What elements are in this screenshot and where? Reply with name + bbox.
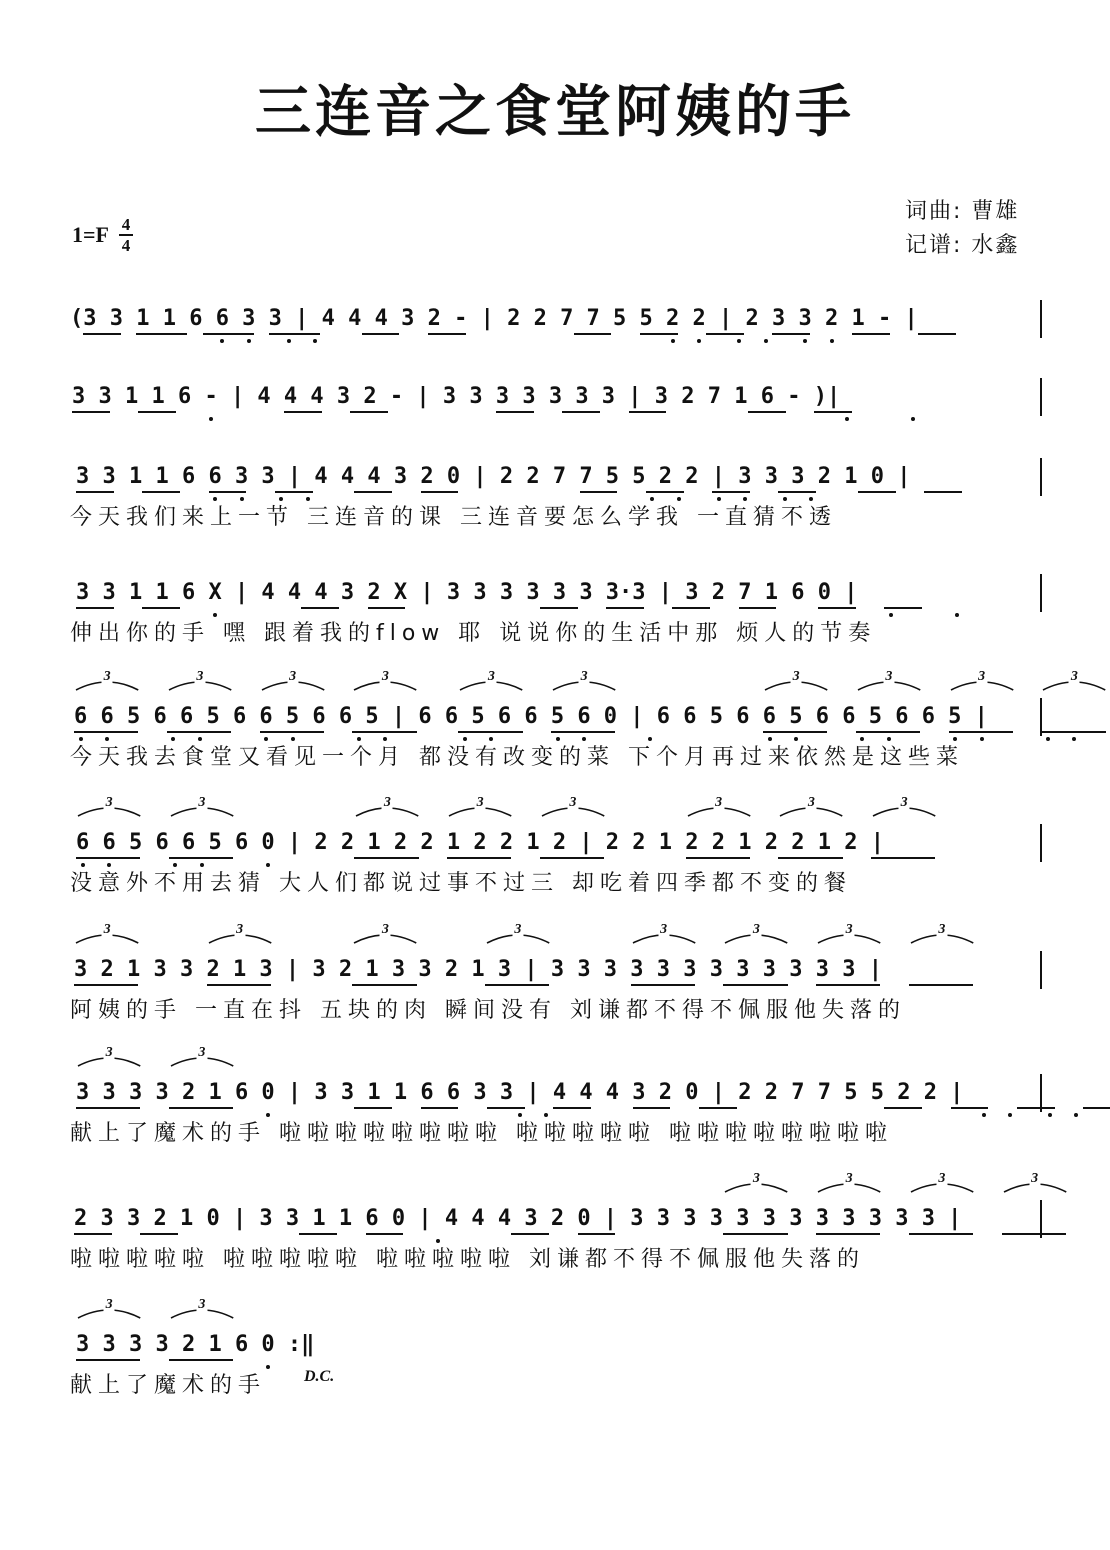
octave-dot xyxy=(830,339,834,343)
row-end-barline xyxy=(1040,951,1042,989)
triplet-bracket xyxy=(686,795,752,818)
notation-line: 3 3 1 1 6 - | 4 4 4 3 2 - | 3 3 3 3 3 3 3 | 3 2 7 1 6 - )| xyxy=(72,384,841,409)
octave-dot xyxy=(173,863,177,867)
note-underline xyxy=(74,731,138,733)
triplet-bracket xyxy=(207,922,273,945)
row-end-barline xyxy=(1040,300,1042,338)
note-underline xyxy=(951,1107,989,1109)
triplet-bracket xyxy=(723,1171,789,1194)
note-underline xyxy=(909,984,973,986)
octave-dot xyxy=(743,497,747,501)
triplet-number: 3 xyxy=(580,669,588,684)
notation-line: 3 3 1 1 6 6 3 3 | 4 4 4 3 2 0 | 2 2 7 7 5 5 2 2 | 3 3 3 2 1 0 | xyxy=(76,464,911,489)
notation-line: 6 6 5 6 6 5 6 6 5 6 6 5 | 6 6 5 6 6 5 6 0 | 6 6 5 6 6 5 6 6 5 6 6 5 | xyxy=(74,704,988,729)
triplet-bracket xyxy=(551,669,617,692)
note-underline xyxy=(918,333,956,335)
octave-dot xyxy=(198,737,202,741)
triplet-bracket xyxy=(763,669,829,692)
octave-dot xyxy=(209,417,213,421)
octave-dot xyxy=(213,497,217,501)
octave-dot xyxy=(436,1239,440,1243)
triplet-number: 3 xyxy=(196,669,204,684)
note-underline xyxy=(169,1359,233,1361)
triplet-bracket xyxy=(540,795,606,818)
note-underline xyxy=(74,1233,112,1235)
note-underline xyxy=(1041,731,1105,733)
note-underline xyxy=(646,491,684,493)
note-underline xyxy=(816,984,880,986)
time-signature xyxy=(119,216,133,254)
note-underline xyxy=(1083,1107,1110,1109)
note-underline xyxy=(352,984,416,986)
triplet-number: 3 xyxy=(715,795,723,810)
triplet-bracket xyxy=(76,1297,142,1320)
note-underline xyxy=(574,333,612,335)
note-underline xyxy=(540,857,604,859)
note-underline xyxy=(140,1233,178,1235)
triplet-bracket xyxy=(778,795,844,818)
octave-dot xyxy=(860,737,864,741)
octave-dot xyxy=(544,1113,548,1117)
note-underline xyxy=(136,333,187,335)
note-underline xyxy=(818,607,856,609)
triplet-number: 3 xyxy=(236,922,244,937)
lyric-line: 献上了魔术的手 啦啦啦啦啦啦啦啦 啦啦啦啦啦 啦啦啦啦啦啦啦啦 xyxy=(70,1121,893,1146)
octave-dot xyxy=(764,339,768,343)
triplet-bracket xyxy=(352,922,418,945)
score-row xyxy=(0,1045,1110,1178)
note-underline xyxy=(142,607,180,609)
triplet-bracket xyxy=(447,795,513,818)
octave-dot xyxy=(383,737,387,741)
triplet-number: 3 xyxy=(514,922,522,937)
octave-dot xyxy=(240,497,244,501)
triplet-number: 3 xyxy=(660,922,668,937)
note-underline xyxy=(553,1107,591,1109)
note-underline xyxy=(496,411,534,413)
triplet-number: 3 xyxy=(381,922,389,937)
note-underline xyxy=(699,1107,737,1109)
triplet-number: 3 xyxy=(487,669,495,684)
triplet-bracket xyxy=(816,1171,882,1194)
octave-dot xyxy=(279,497,283,501)
triplet-bracket xyxy=(169,1045,235,1068)
octave-dot xyxy=(220,339,224,343)
note-underline xyxy=(207,984,271,986)
dc-mark: D.C. xyxy=(304,1368,335,1385)
notation-line: 3 3 3 3 2 1 6 0 :‖ xyxy=(76,1332,315,1357)
note-underline xyxy=(428,333,466,335)
lyric-line: 今天我们来上一节 三连音的课 三连音要怎么学我 一直猜不透 xyxy=(70,505,837,530)
triplet-number: 3 xyxy=(885,669,893,684)
note-underline xyxy=(203,333,254,335)
note-underline xyxy=(142,491,180,493)
triplet-number: 3 xyxy=(381,669,389,684)
note-underline xyxy=(884,607,922,609)
octave-dot xyxy=(737,339,741,343)
triplet-bracket xyxy=(1002,1171,1068,1194)
row-end-barline xyxy=(1040,1200,1042,1238)
lyric-line: 献上了魔术的手 xyxy=(70,1373,267,1398)
note-underline xyxy=(354,1107,392,1109)
note-underline xyxy=(83,333,121,335)
note-underline xyxy=(739,607,777,609)
score-row xyxy=(0,578,1110,678)
note-underline xyxy=(814,411,852,413)
triplet-number: 3 xyxy=(476,795,484,810)
note-underline xyxy=(354,491,392,493)
note-underline xyxy=(366,1233,404,1235)
note-underline xyxy=(909,1233,973,1235)
note-underline xyxy=(169,1107,233,1109)
triplet-number: 3 xyxy=(900,795,908,810)
triplet-number: 3 xyxy=(938,1171,946,1186)
triplet-bracket xyxy=(74,922,140,945)
triplet-number: 3 xyxy=(198,795,206,810)
octave-dot xyxy=(845,417,849,421)
triplet-bracket xyxy=(169,795,235,818)
note-underline xyxy=(354,857,418,859)
octave-dot xyxy=(768,737,772,741)
triplet-bracket xyxy=(458,669,524,692)
note-underline xyxy=(368,607,406,609)
triplet-bracket xyxy=(871,795,937,818)
lyric-line: 啦啦啦啦啦 啦啦啦啦啦 啦啦啦啦啦 刘谦都不得不佩服他失落的 xyxy=(70,1247,865,1272)
note-underline xyxy=(447,857,511,859)
note-underline xyxy=(578,1233,616,1235)
note-underline xyxy=(772,333,810,335)
note-underline xyxy=(167,731,231,733)
lyric-line: 没意外不用去猜 大人们都说过事不过三 却吃着四季都不变的餐 xyxy=(70,871,852,896)
note-underline xyxy=(871,857,935,859)
note-underline xyxy=(778,857,842,859)
triplet-bracket xyxy=(74,669,140,692)
note-underline xyxy=(924,491,962,493)
octave-dot xyxy=(306,497,310,501)
time-denominator: 4 xyxy=(121,236,131,255)
note-underline xyxy=(748,411,786,413)
octave-dot xyxy=(200,863,204,867)
octave-dot xyxy=(1046,737,1050,741)
octave-dot xyxy=(105,737,109,741)
note-underline xyxy=(299,1233,337,1235)
triplet-number: 3 xyxy=(198,1045,206,1060)
octave-dot xyxy=(247,339,251,343)
triplet-bracket xyxy=(167,669,233,692)
note-underline xyxy=(858,491,896,493)
octave-dot xyxy=(717,497,721,501)
score-row xyxy=(0,1171,1110,1304)
octave-dot xyxy=(313,339,317,343)
note-underline xyxy=(580,491,618,493)
transcriber-credit: 记谱: 水鑫 xyxy=(905,233,1020,258)
triplet-number: 3 xyxy=(105,795,113,810)
octave-dot xyxy=(648,737,652,741)
octave-dot xyxy=(291,737,295,741)
time-numerator: 4 xyxy=(121,215,131,234)
triplet-bracket xyxy=(1041,669,1107,692)
note-underline xyxy=(686,857,750,859)
triplet-number: 3 xyxy=(198,1297,206,1312)
note-underline xyxy=(169,857,233,859)
triplet-number: 3 xyxy=(938,922,946,937)
octave-dot xyxy=(463,737,467,741)
notation-line: (3 3 1 1 6 6 3 3 | 4 4 4 3 2 - | 2 2 7 7 5 5 2 2 | 2 3 3 2 1 - | xyxy=(70,306,918,331)
note-underline xyxy=(269,333,320,335)
note-underline xyxy=(284,411,322,413)
note-underline xyxy=(723,984,787,986)
octave-dot xyxy=(582,737,586,741)
note-underline xyxy=(352,731,416,733)
note-underline xyxy=(949,731,1013,733)
triplet-bracket xyxy=(354,795,420,818)
triplet-number: 3 xyxy=(845,922,853,937)
octave-dot xyxy=(287,339,291,343)
note-underline xyxy=(76,857,140,859)
note-underline xyxy=(76,607,114,609)
triplet-number: 3 xyxy=(792,669,800,684)
octave-dot xyxy=(1048,1113,1052,1117)
note-underline xyxy=(260,731,324,733)
octave-dot xyxy=(697,339,701,343)
note-underline xyxy=(706,333,744,335)
note-underline xyxy=(362,333,400,335)
note-underline xyxy=(138,411,176,413)
key-signature xyxy=(72,216,133,254)
row-end-barline xyxy=(1040,1074,1042,1112)
octave-dot xyxy=(980,737,984,741)
note-underline xyxy=(763,731,827,733)
octave-dot xyxy=(887,737,891,741)
triplet-bracket xyxy=(352,669,418,692)
note-underline xyxy=(421,1107,459,1109)
triplet-bracket xyxy=(949,669,1015,692)
note-underline xyxy=(76,491,114,493)
triplet-number: 3 xyxy=(103,669,111,684)
row-end-barline xyxy=(1040,458,1042,496)
octave-dot xyxy=(266,863,270,867)
notation-line: 3 3 3 3 2 1 6 0 | 3 3 1 1 6 6 3 3 | 4 4 4 3 2 0 | 2 2 7 7 5 5 2 2 | xyxy=(76,1080,964,1105)
note-underline xyxy=(884,1107,922,1109)
octave-dot xyxy=(803,339,807,343)
octave-dot xyxy=(556,737,560,741)
note-underline xyxy=(856,731,920,733)
note-underline xyxy=(712,491,750,493)
note-underline xyxy=(421,491,459,493)
octave-dot xyxy=(671,339,675,343)
score-row xyxy=(0,795,1110,928)
score-row xyxy=(0,462,1110,562)
note-underline xyxy=(1002,1233,1066,1235)
notation-line: 3 2 1 3 3 2 1 3 | 3 2 1 3 3 2 1 3 | 3 3 3 3 3 3 3 3 3 3 3 3 | xyxy=(74,957,882,982)
octave-dot xyxy=(171,737,175,741)
note-underline xyxy=(778,491,816,493)
octave-dot xyxy=(79,737,83,741)
row-end-barline xyxy=(1040,698,1042,736)
row-end-barline xyxy=(1040,378,1042,416)
triplet-bracket xyxy=(76,795,142,818)
triplet-bracket xyxy=(631,922,697,945)
triplet-bracket xyxy=(76,1045,142,1068)
note-underline xyxy=(74,984,138,986)
triplet-bracket xyxy=(816,922,882,945)
note-underline xyxy=(301,607,339,609)
key-label: 1=F xyxy=(72,222,109,247)
octave-dot xyxy=(518,1113,522,1117)
octave-dot xyxy=(489,737,493,741)
triplet-number: 3 xyxy=(103,922,111,937)
note-underline xyxy=(540,607,578,609)
octave-dot xyxy=(889,613,893,617)
triplet-number: 3 xyxy=(105,1297,113,1312)
note-underline xyxy=(633,1107,671,1109)
octave-dot xyxy=(1072,737,1076,741)
note-underline xyxy=(485,984,549,986)
triplet-bracket xyxy=(856,669,922,692)
note-underline xyxy=(551,731,615,733)
note-underline xyxy=(209,491,247,493)
note-underline xyxy=(816,1233,880,1235)
note-underline xyxy=(672,607,710,609)
octave-dot xyxy=(982,1113,986,1117)
note-underline xyxy=(350,411,388,413)
triplet-bracket xyxy=(485,922,551,945)
note-underline xyxy=(852,333,890,335)
note-underline xyxy=(487,1107,525,1109)
score-title: 三连音之食堂阿姨的手 xyxy=(255,79,855,145)
lyric-line: 伸出你的手 嘿 跟着我的flow 耶 说说你的生活中那 烦人的节奏 xyxy=(70,621,877,646)
octave-dot xyxy=(1008,1113,1012,1117)
score-row xyxy=(0,922,1110,1055)
note-underline xyxy=(640,333,678,335)
note-underline xyxy=(629,411,667,413)
notation-line: 6 6 5 6 6 5 6 0 | 2 2 1 2 2 1 2 2 1 2 | 2 2 1 2 2 1 2 2 1 2 | xyxy=(76,830,884,855)
octave-dot xyxy=(266,1113,270,1117)
octave-dot xyxy=(266,1365,270,1369)
row-end-barline xyxy=(1040,574,1042,612)
octave-dot xyxy=(213,613,217,617)
note-underline xyxy=(76,1107,140,1109)
triplet-number: 3 xyxy=(1070,669,1078,684)
triplet-number: 3 xyxy=(289,669,297,684)
octave-dot xyxy=(650,497,654,501)
octave-dot xyxy=(264,737,268,741)
row-end-barline xyxy=(1040,824,1042,862)
note-underline xyxy=(511,1233,549,1235)
octave-dot xyxy=(809,497,813,501)
triplet-bracket xyxy=(909,1171,975,1194)
triplet-number: 3 xyxy=(752,922,760,937)
lyric-line: 今天我去食堂又看见一个月 都没有改变的菜 下个月再过来依然是这些菜 xyxy=(70,745,964,770)
triplet-number: 3 xyxy=(1031,1171,1039,1186)
note-underline xyxy=(606,607,644,609)
note-underline xyxy=(631,984,695,986)
note-underline xyxy=(458,731,522,733)
composer-credit: 词曲: 曹雄 xyxy=(905,199,1020,224)
triplet-number: 3 xyxy=(807,795,815,810)
note-underline xyxy=(1017,1107,1055,1109)
octave-dot xyxy=(955,613,959,617)
triplet-number: 3 xyxy=(569,795,577,810)
score-row xyxy=(0,1297,1110,1430)
triplet-bracket xyxy=(909,922,975,945)
octave-dot xyxy=(953,737,957,741)
note-underline xyxy=(562,411,600,413)
notation-line: 2 3 3 2 1 0 | 3 3 1 1 6 0 | 4 4 4 3 2 0 | 3 3 3 3 3 3 3 3 3 3 3 3 | xyxy=(74,1206,962,1231)
octave-dot xyxy=(107,863,111,867)
octave-dot xyxy=(1074,1113,1078,1117)
triplet-number: 3 xyxy=(383,795,391,810)
triplet-bracket xyxy=(169,1297,235,1320)
note-underline xyxy=(723,1233,787,1235)
note-underline xyxy=(76,1359,140,1361)
triplet-bracket xyxy=(260,669,326,692)
octave-dot xyxy=(911,417,915,421)
score-row xyxy=(0,669,1110,802)
octave-dot xyxy=(357,737,361,741)
triplet-number: 3 xyxy=(752,1171,760,1186)
octave-dot xyxy=(677,497,681,501)
octave-dot xyxy=(783,497,787,501)
triplet-bracket xyxy=(723,922,789,945)
triplet-number: 3 xyxy=(978,669,986,684)
note-underline xyxy=(72,411,110,413)
notation-line: 3 3 1 1 6 X | 4 4 4 3 2 X | 3 3 3 3 3 3 3·3 | 3 2 7 1 6 0 | xyxy=(76,580,858,605)
octave-dot xyxy=(81,863,85,867)
triplet-number: 3 xyxy=(845,1171,853,1186)
triplet-number: 3 xyxy=(105,1045,113,1060)
note-underline xyxy=(275,491,313,493)
lyric-line: 阿姨的手 一直在抖 五块的肉 瞬间没有 刘谦都不得不佩服他失落的 xyxy=(70,998,906,1023)
octave-dot xyxy=(794,737,798,741)
